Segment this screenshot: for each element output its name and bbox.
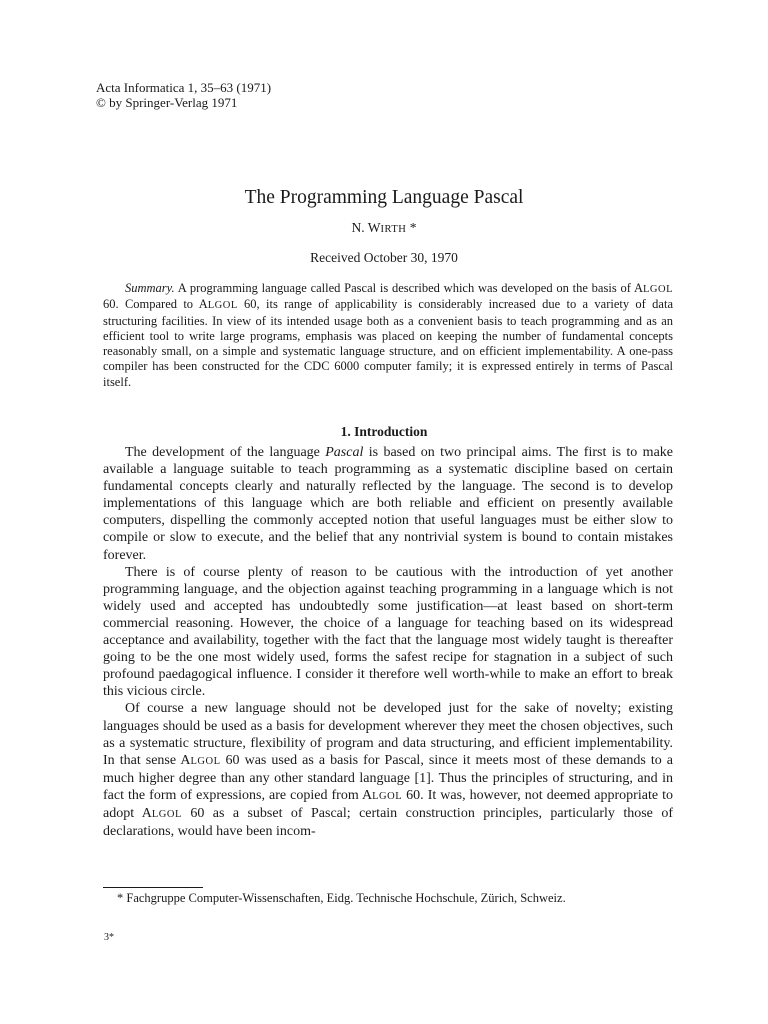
- summary-text-3: 60, its range of applicability is considerably increased due to a variety of data structuring facilities. In view of its intended usage both as a convenient basis to teach programming and as an efficient tool to write large programs, emphasis was placed on keeping the number of fundamental concepts reasonably small, on a simple and systematic language structure, and on efficient implementability. A one-pass compiler has been constructed for the CDC 6000 computer family; it is expressed entirely in terms of Pascal itself.: [103, 297, 673, 389]
- summary-text-2: 60. Compared to: [103, 297, 199, 312]
- footnote: * Fachgruppe Computer-Wissenschaften, Eidg. Technische Hochschule, Zürich, Schweiz.: [117, 891, 566, 905]
- algol-name: ALGOL: [180, 752, 221, 768]
- summary-label: Summary.: [125, 281, 175, 295]
- author-surname-rest: IRTH: [380, 224, 407, 235]
- author-initial: N.: [351, 220, 368, 235]
- journal-copyright: © by Springer-Verlag 1971: [96, 95, 238, 110]
- summary-text-1: A programming language called Pascal is described which was developed on the basis of: [174, 281, 634, 295]
- paragraph-3: Of course a new language should not be developed just for the sake of novelty; existing languages should be used as a basis for development wherever they meet the chosen objectives, such as a systematic structure, flexibility of program and data structuring, and efficient implementability. In that sense ALGOL 60 was used as a basis for Pascal, since it meets most of these demands to a much higher degree than any other standard language [1]. Thus the principles of structuring, and in fact the form of expressions, are copied from ALGOL 60. It was, however, not deemed appropriate to adopt ALGOL 60 as a subset of Pascal; certain construction principles, particularly those of declarations, would have been incom-: [103, 701, 674, 840]
- paragraph-1: The development of the language Pascal is based on two principal aims. The first is to make available a language suitable to teach programming as a systematic discipline based on certain fundamental concepts clearly and naturally reflected by the language. The second is to develop implementations of this language which are both reliable and efficient on presently available computers, dispelling the commonly accepted notion that useful languages must be either slow to compile or slow to execute, and the belief that any nontrivial system is bound to contain mistakes forever.: [103, 445, 673, 563]
- received-date: Received October 30, 1970: [310, 250, 458, 265]
- algol-name: ALGOL: [198, 297, 238, 312]
- journal-info: [96, 80, 271, 110]
- page-marker: 3*: [104, 932, 114, 943]
- introduction-body: [103, 444, 673, 840]
- author-surname-first: W: [367, 220, 381, 235]
- section-heading: 1. Introduction: [340, 424, 428, 439]
- summary-abstract: [103, 281, 673, 390]
- footnote-rule: [103, 887, 203, 888]
- algol-name: ALGOL: [361, 787, 403, 803]
- journal-citation: Acta Informatica 1, 35–63 (1971): [96, 80, 272, 95]
- author-line: [0, 219, 768, 239]
- algol-name: ALGOL: [633, 281, 673, 295]
- paragraph-2: There is of course plenty of reason to be cautious with the introduction of yet another programming language, and the objection against teaching programming in a language which is not widely used and accepted has undoubtedly some justification—at least based on short-term commercial reasoning. However, the choice of a language for teaching based on its widespread acceptance and availability, together with the fact that the language most widely taught is thereafter going to be the one most widely used, forms the safest recipe for stagnation in a subject of such profound paedagogical influence. I consider it therefore well worth-while to make an effort to break this vicious circle.: [103, 564, 673, 700]
- author-footnote-marker: *: [406, 220, 417, 235]
- paper-title: The Programming Language Pascal: [244, 187, 524, 208]
- pascal-italic: Pascal: [325, 445, 364, 460]
- algol-name: ALGOL: [141, 805, 182, 821]
